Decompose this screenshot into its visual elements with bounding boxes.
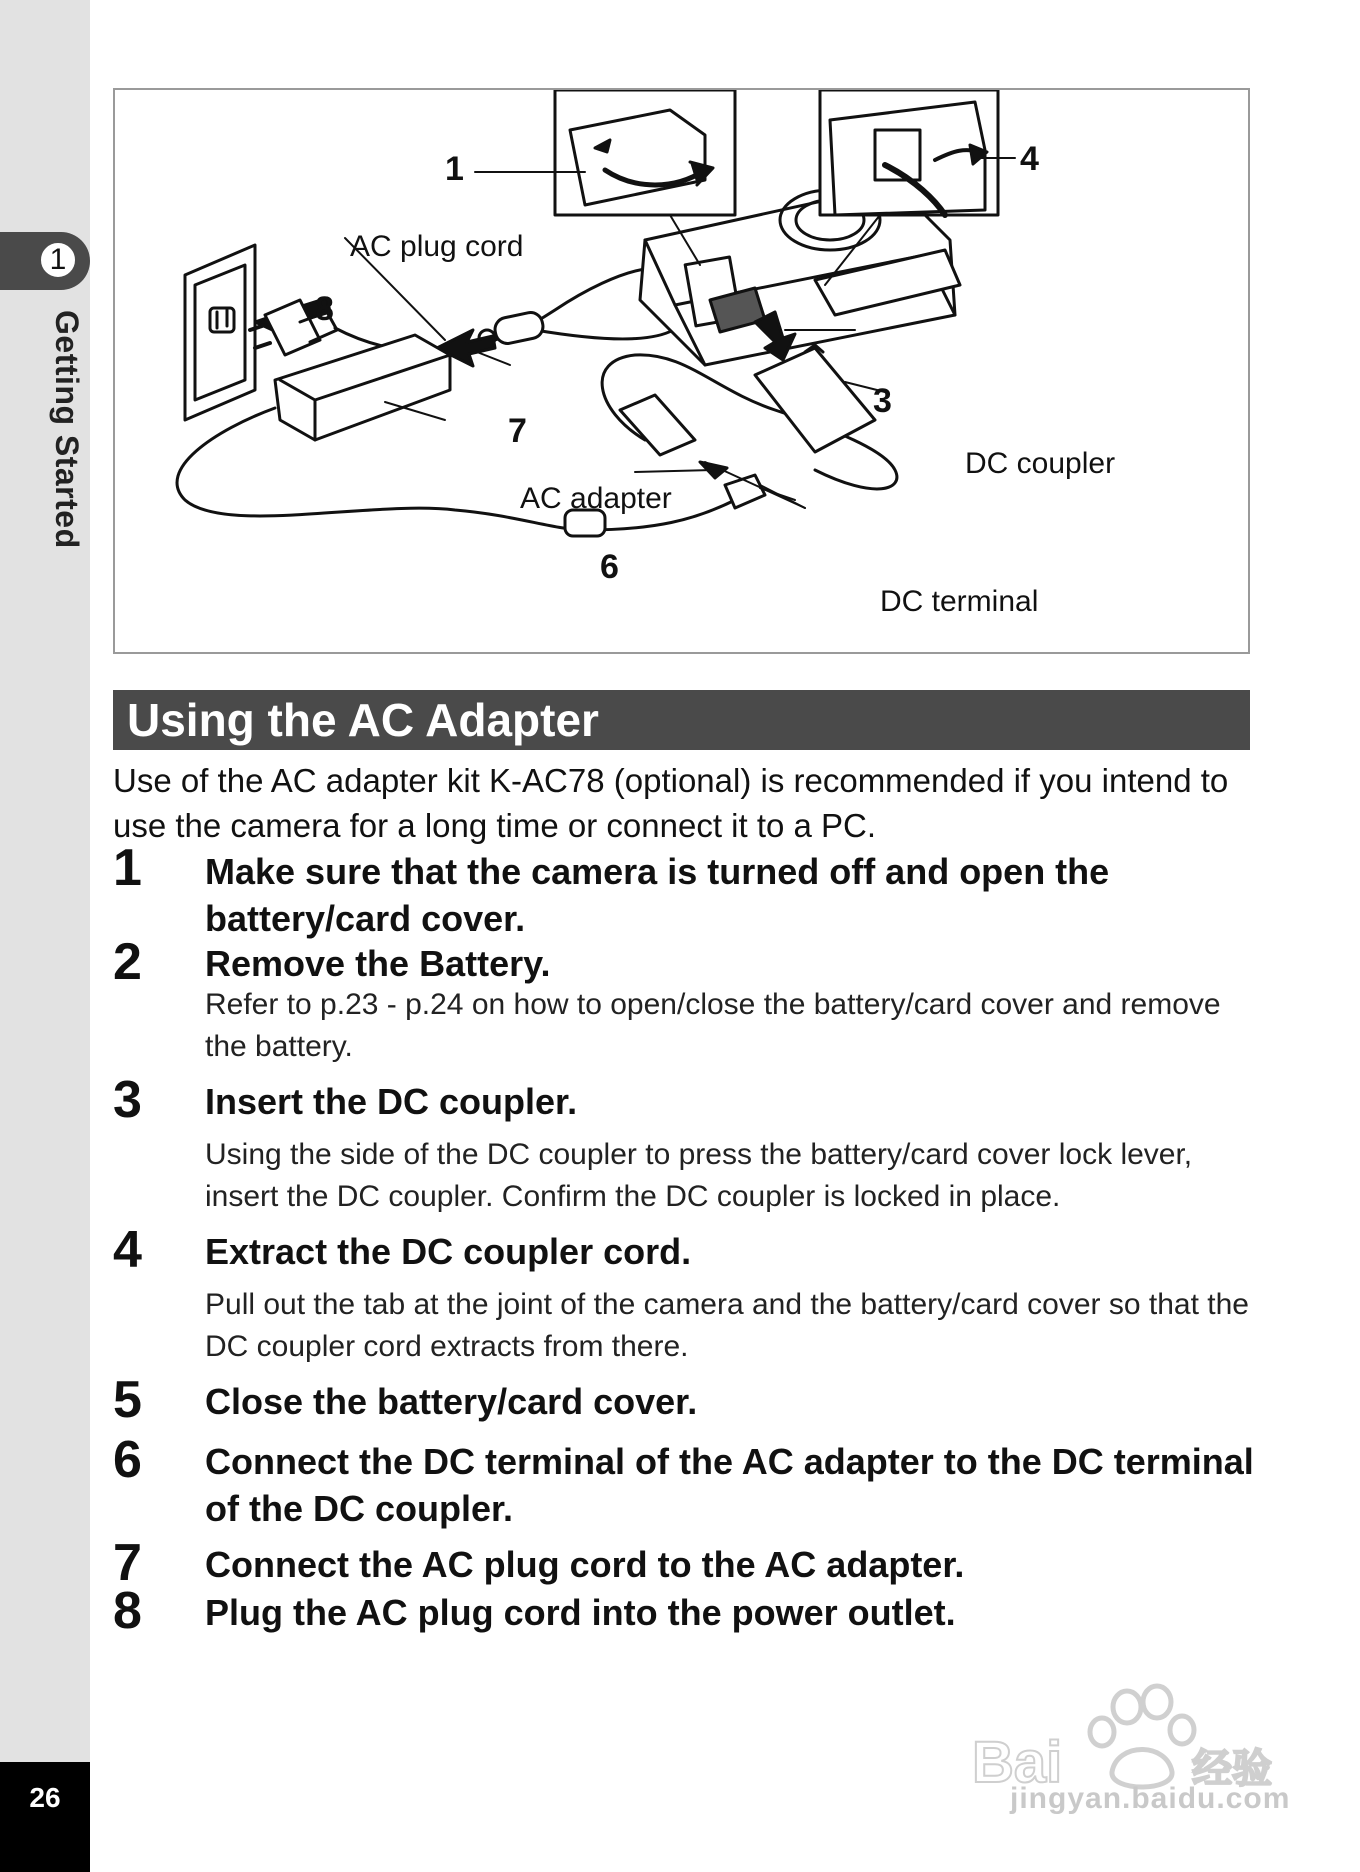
callout-number-1: 1 bbox=[445, 150, 464, 188]
step-title: Connect the DC terminal of the AC adapter to the DC terminal of the DC coupler. bbox=[205, 1441, 1254, 1529]
label-ac-plug-cord: AC plug cord bbox=[350, 230, 524, 263]
step-number: 1 bbox=[113, 839, 142, 897]
detail-box-1 bbox=[555, 90, 735, 215]
step-title: Make sure that the camera is turned off and open the battery/card cover. bbox=[205, 851, 1110, 939]
step-number: 7 bbox=[113, 1534, 142, 1592]
step-number: 8 bbox=[113, 1582, 142, 1640]
step-number: 2 bbox=[113, 933, 142, 991]
callout-number-3: 3 bbox=[873, 382, 892, 420]
callout-number-6: 6 bbox=[600, 548, 619, 586]
label-dc-terminal: DC terminal bbox=[880, 585, 1039, 618]
illustration-drawing bbox=[115, 90, 1248, 652]
section-heading: Using the AC Adapter bbox=[113, 690, 1250, 750]
step-number: 3 bbox=[113, 1071, 142, 1129]
callout-number-4: 4 bbox=[1020, 140, 1039, 178]
label-ac-adapter: AC adapter bbox=[520, 482, 672, 515]
dc-coupler bbox=[755, 345, 885, 452]
watermark-url: jingyan.baidu.com bbox=[1010, 1782, 1291, 1815]
label-dc-coupler: DC coupler bbox=[965, 447, 1116, 480]
callout-number-7: 7 bbox=[508, 412, 527, 450]
dc-socket bbox=[620, 395, 695, 455]
step-number: 6 bbox=[113, 1431, 142, 1489]
step-title: Plug the AC plug cord into the power outlet. bbox=[205, 1592, 956, 1633]
ac-adapter-illustration bbox=[113, 88, 1250, 654]
page-number: 26 bbox=[29, 1782, 61, 1813]
step-number: 5 bbox=[113, 1371, 142, 1429]
step-description: Pull out the tab at the joint of the camera and the battery/card cover so that the DC coupler cord extracts from there. bbox=[205, 1288, 1249, 1363]
step-number: 4 bbox=[113, 1221, 142, 1279]
svg-text:Bai: Bai bbox=[972, 1730, 1063, 1795]
chapter-number: 1 bbox=[38, 240, 78, 280]
step-title: Extract the DC coupler cord. bbox=[205, 1231, 692, 1272]
detail-box-4 bbox=[820, 90, 998, 215]
section-intro: Use of the AC adapter kit K-AC78 (optional) is recommended if you intend to use the camera for a long time or connect it to a PC. bbox=[113, 762, 1229, 844]
callout-number-8: 8 bbox=[315, 290, 334, 328]
step-description: Refer to p.23 - p.24 on how to open/close the battery/card cover and remove the battery. bbox=[205, 988, 1221, 1063]
ac-adapter-body bbox=[275, 335, 450, 440]
svg-text:经验: 经验 bbox=[1192, 1747, 1272, 1791]
power-outlet bbox=[185, 245, 255, 420]
step-title: Connect the AC plug cord to the AC adapter. bbox=[205, 1544, 965, 1585]
page-number-box bbox=[0, 1762, 90, 1872]
step-title: Close the battery/card cover. bbox=[205, 1381, 698, 1422]
step-title: Insert the DC coupler. bbox=[205, 1081, 578, 1122]
step-title: Remove the Battery. bbox=[205, 943, 551, 984]
chapter-title: Getting Started bbox=[49, 310, 85, 549]
step-description: Using the side of the DC coupler to press the battery/card cover lock lever, insert the DC coupler. Confirm the DC coupler is locked in place. bbox=[205, 1138, 1193, 1213]
